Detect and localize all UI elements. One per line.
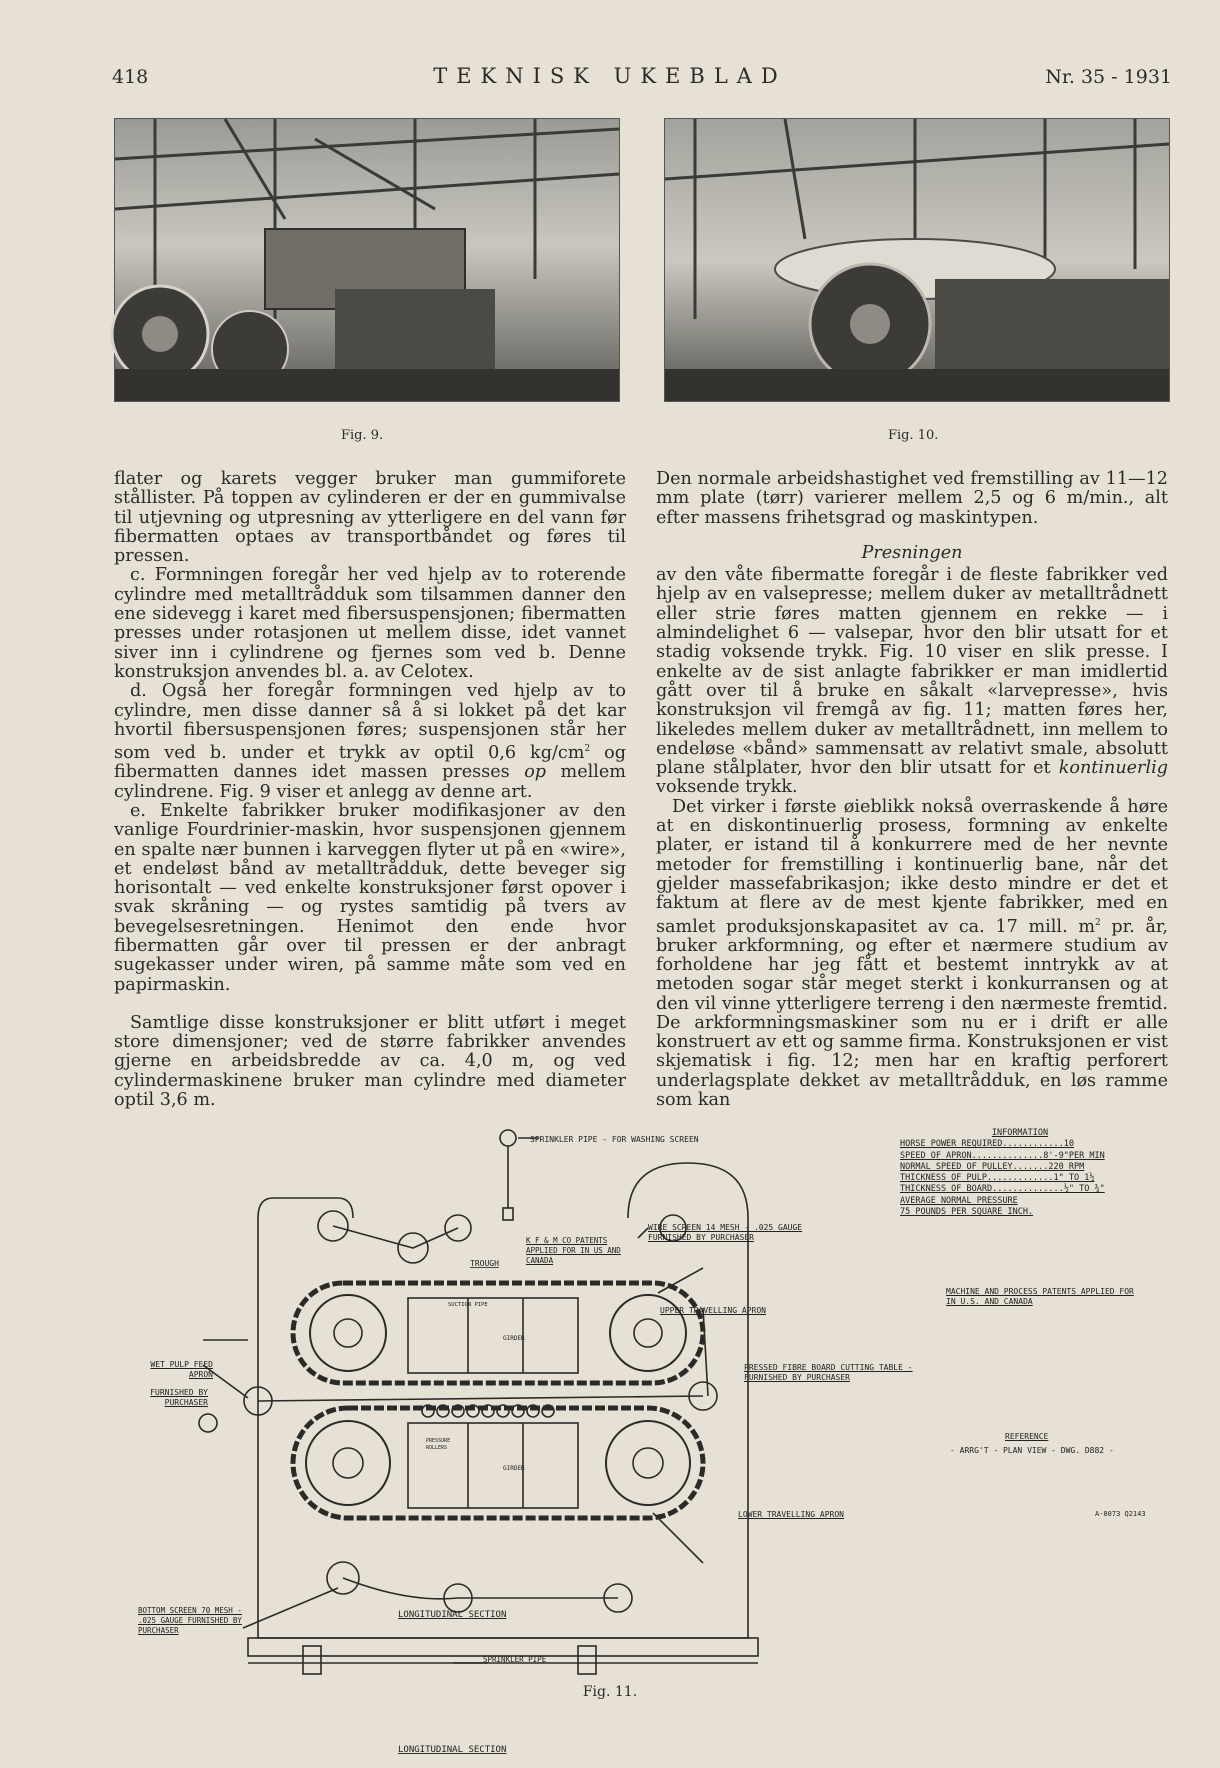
info-row: 75 POUNDS PER SQUARE INCH.	[900, 1207, 1034, 1218]
label-longitudinal-section: LONGITUDINAL SECTION	[398, 1745, 507, 1755]
label-upper-apron: UPPER TRAVELLING APRON	[660, 1306, 766, 1315]
machine-base	[248, 1638, 758, 1656]
info-row: NORMAL SPEED OF PULLEY.......220 RPM	[900, 1161, 1085, 1172]
information-table	[900, 1128, 1140, 1218]
patents-note: MACHINE AND PROCESS PATENTS APPLIED FOR IN U.S. AND CANADA	[946, 1287, 1134, 1306]
page-number: 418	[112, 66, 149, 88]
label-bottom-screen: BOTTOM SCREEN 70 MESH - .025 GAUGE FURNISHED BY PURCHASER	[138, 1606, 242, 1635]
lower-right-drum	[606, 1421, 690, 1505]
left-paragraph: flater og karets vegger bruker man gummiforete stållister. På toppen av cylinderen er der en gummivalse til utjevning og utpresning av ytterligere en del vann før fibermatten optaes av transportbåndet og føres til pressen.	[114, 469, 626, 567]
label-pressure-rollers: PRESSURE ROLLERS	[426, 1438, 451, 1451]
label-suction-pipe: SUCTION PIPE	[448, 1302, 488, 1308]
right-paragraph: av den våte fibermatte foregår i de fleste fabrikker ved hjelp av en valsepresse; mellem duker av metalltrådnett eller strie føres matten gjennem en rekke — i almindelighet 6 — valsepar, hvor den blir utsatt for et stadig voksende trykk. Fig. 10 viser en slik presse. I enkelte av de sist anlagte fabrikker er man imidlertid gått over til å bruke en såkalt «larvepresse», hvis konstruksjon vil fremgå av fig. 11; matten føres her, likeledes mellem duker av metalltrådnett, inn mellem to endeløse «bånd» sammensatt av relativt smale, absolutt plane stålplater, hvor den blir utsatt for et kontinuerlig voksende trykk.	[656, 565, 1168, 798]
section-subheading: Presningen	[861, 542, 963, 563]
drawing-number: A-8073 Q2143	[1095, 1510, 1146, 1518]
label-girder-bottom: GIRDER	[503, 1465, 525, 1472]
fig10-caption: Fig. 10.	[888, 428, 939, 443]
info-row: SPEED OF APRON..............8'-9"PER MIN	[900, 1150, 1105, 1161]
fig9-factory-image	[115, 119, 619, 401]
page-header	[0, 62, 1220, 92]
info-row: AVERAGE NORMAL PRESSURE	[900, 1195, 1018, 1206]
info-row: THICKNESS OF PULP.............1" TO 1½	[900, 1173, 1095, 1184]
issue-number: Nr. 35 - 1931	[1045, 66, 1172, 88]
right-paragraph: Den normale arbeidshastighet ved fremstilling av 11—12 mm plate (tørr) varierer mellem 2,5 og 6 m/min., alt efter massens frihetsgrad og maskintypen.	[656, 469, 1168, 528]
label-kfm-patents: K F & M CO PATENTS APPLIED FOR IN US AND CANADA	[526, 1236, 621, 1265]
label-pressed-board: PRESSED FIBRE BOARD CUTTING TABLE - FURNISHED BY PURCHASER	[744, 1363, 913, 1382]
lower-left-drum	[306, 1421, 390, 1505]
sprinkler-pipe-top	[500, 1130, 516, 1146]
reference-text: - ARRG'T - PLAN VIEW - DWG. D882 -	[950, 1446, 1114, 1455]
left-paragraph: e. Enkelte fabrikker bruker modifikasjoner av den vanlige Fourdrinier-maskin, hvor suspensjonen gjennem en spalte nær bunnen i karveggen flyter ut på en «wire», et endeløst bånd av metalltrådduk, dette beveger sig horisontalt — ved enkelte konstruksjoner først opover i svak skråning — og rystes samtidig på tvers av bevegelsesretningen. Henimot den ende hvor fibermatten går over til pressen er der anbragt sugekasser under wiren, på samme måte som ved en papirmaskin.	[114, 800, 626, 995]
longitudinal-section-title: LONGITUDINAL SECTION	[398, 1610, 507, 1620]
fig9-caption: Fig. 9.	[341, 428, 384, 443]
right-paragraph: Det virker i første øieblikk nokså overraskende å høre at en diskontinuerlig prosess, formning av enkelte plater, er istand til å konkurrere med de her nevnte metoder for fremstilling i kontinuerlig bane, når det gjelder massefabrikasjon; ikke desto mindre er det et faktum at flere av de mest kjente fabrikker, med en samlet produksjonskapasitet av ca. 17 mill. $m^2$ pr. år, bruker arkformning, og efter et nærmere studium av forholdene har jeg fått et bestemt inntrykk av at metoden sogar står meget sterkt i konkurransen og at den vil vinne ytterligere terreng i den nærmeste fremtid. De arkformningsmaskiner som nu er i drift er alle konstruert av ett og samme firma. Konstruksjonen er vist skjematisk i fig. 12; men har en kraftig perforert underlagsplate dekket av metalltrådduk, en løs ramme som kan	[656, 796, 1168, 1111]
label-wire-screen: WIRE SCREEN 14 MESH - .025 GAUGE FURNISHED BY PURCHASER	[648, 1223, 803, 1242]
label-sprinkler-bottom: SPRINKLER PIPE	[483, 1655, 547, 1664]
label-wet-pulp: WET PULP FEED APRON	[150, 1360, 213, 1379]
fig11-caption: Fig. 11.	[582, 1684, 638, 1700]
info-row: THICKNESS OF BOARD..............½" TO ¾"	[900, 1184, 1105, 1195]
right-text-column	[656, 470, 1168, 1110]
left-paragraph: c. Formningen foregår her ved hjelp av to roterende cylindre med metalltrådduk som tilsammen danner den ene sidevegg i karet med fibersuspensjonen; fibermatten presses under rotasjonen ut mellem disse, idet vannet siver inn i cylindrene og fjernes som ved b. Denne konstruksjon anvendes bl. a. av Celotex.	[114, 565, 626, 682]
fig10-photo	[664, 118, 1170, 402]
left-paragraph: d. Også her foregår formningen ved hjelp av to cylindre, men disse danner så å si lokket på det kar hvortil fibersuspensjonen føres; suspensjonen står her som ved b. under et trykk av optil 0,6 $kg/cm^2$ og fibermatten dannes idet massen presses op mellem cylindrene. Fig. 9 viser et anlegg av denne art.	[114, 681, 626, 802]
fig9-photo	[114, 118, 620, 402]
fig10-press-image	[665, 119, 1169, 401]
left-paragraph: Samtlige disse konstruksjoner er blitt utført i meget store dimensjoner; ved de større fabrikker anvendes gjerne en arbeidsbredde av ca. 4,0 m, og ved cylindermaskinene bruker man cylindre med diameter optil 3,6 m.	[114, 1012, 626, 1111]
info-row: HORSE POWER REQUIRED............10	[900, 1139, 1074, 1150]
label-girder-top: GIRDER	[503, 1335, 525, 1342]
label-sprinkler-top: SPRINKLER PIPE - FOR WASHING SCREEN	[530, 1135, 699, 1144]
reference-title: REFERENCE	[1005, 1432, 1049, 1441]
journal-title: TEKNISK UKEBLAD	[433, 64, 787, 88]
label-furnished-by-purchaser: FURNISHED BY PURCHASER	[150, 1388, 208, 1407]
left-text-column	[114, 470, 626, 1110]
lower-apron	[293, 1408, 703, 1518]
upper-left-drum	[310, 1295, 386, 1371]
label-lower-apron: LOWER TRAVELLING APRON	[738, 1510, 844, 1519]
information-title: INFORMATION	[991, 1128, 1049, 1138]
lower-girder-box	[408, 1423, 578, 1508]
label-trough: TROUGH	[470, 1259, 499, 1268]
